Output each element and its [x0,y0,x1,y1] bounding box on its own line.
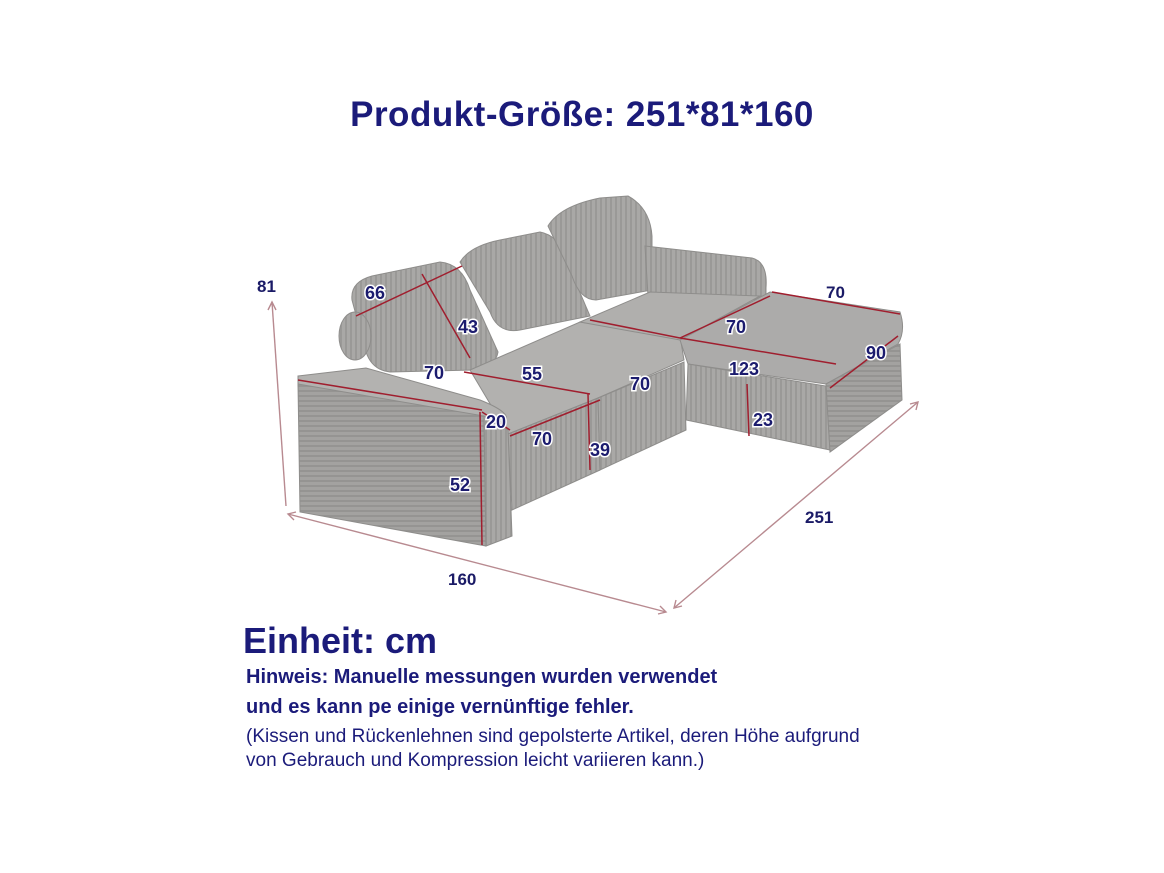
armrest-width-label: 20 [486,412,507,432]
sofa-illustration [298,196,903,546]
hint-line-1: Hinweis: Manuelle messungen wurden verwendet [246,666,718,688]
chaise-width-label: 70 [826,283,845,302]
total-height-label: 81 [257,277,276,296]
width-label: 251 [805,508,834,527]
unit-label: Einheit: cm [243,620,438,661]
chaise-length-label: 123 [729,359,760,379]
chaise-depth-label: 90 [866,343,887,363]
seat-width-middle-label: 70 [630,374,651,394]
detail-line-2: von Gebrauch und Kompression leicht variieren kann.) [246,750,705,771]
hint-line-2: und es kann pe einige vernünftige fehler. [246,696,634,718]
back-cushion-height-label: 43 [458,317,479,337]
seat-height-label: 39 [590,440,611,460]
chaise-height-label: 23 [753,410,774,430]
back-cushion-width-label: 66 [365,283,386,303]
chaise-top-width-label: 70 [726,317,747,337]
product-size-title: Produkt-Größe: 251*81*160 [350,95,814,134]
detail-line-1: (Kissen und Rückenlehnen sind gepolsterte Artikel, deren Höhe aufgrund [246,726,860,747]
seat-depth-label: 55 [522,364,543,384]
armrest-length-label: 70 [424,363,445,383]
seat-width-front-label: 70 [532,429,553,449]
depth-label: 160 [448,570,477,589]
armrest-height-label: 52 [450,475,471,495]
